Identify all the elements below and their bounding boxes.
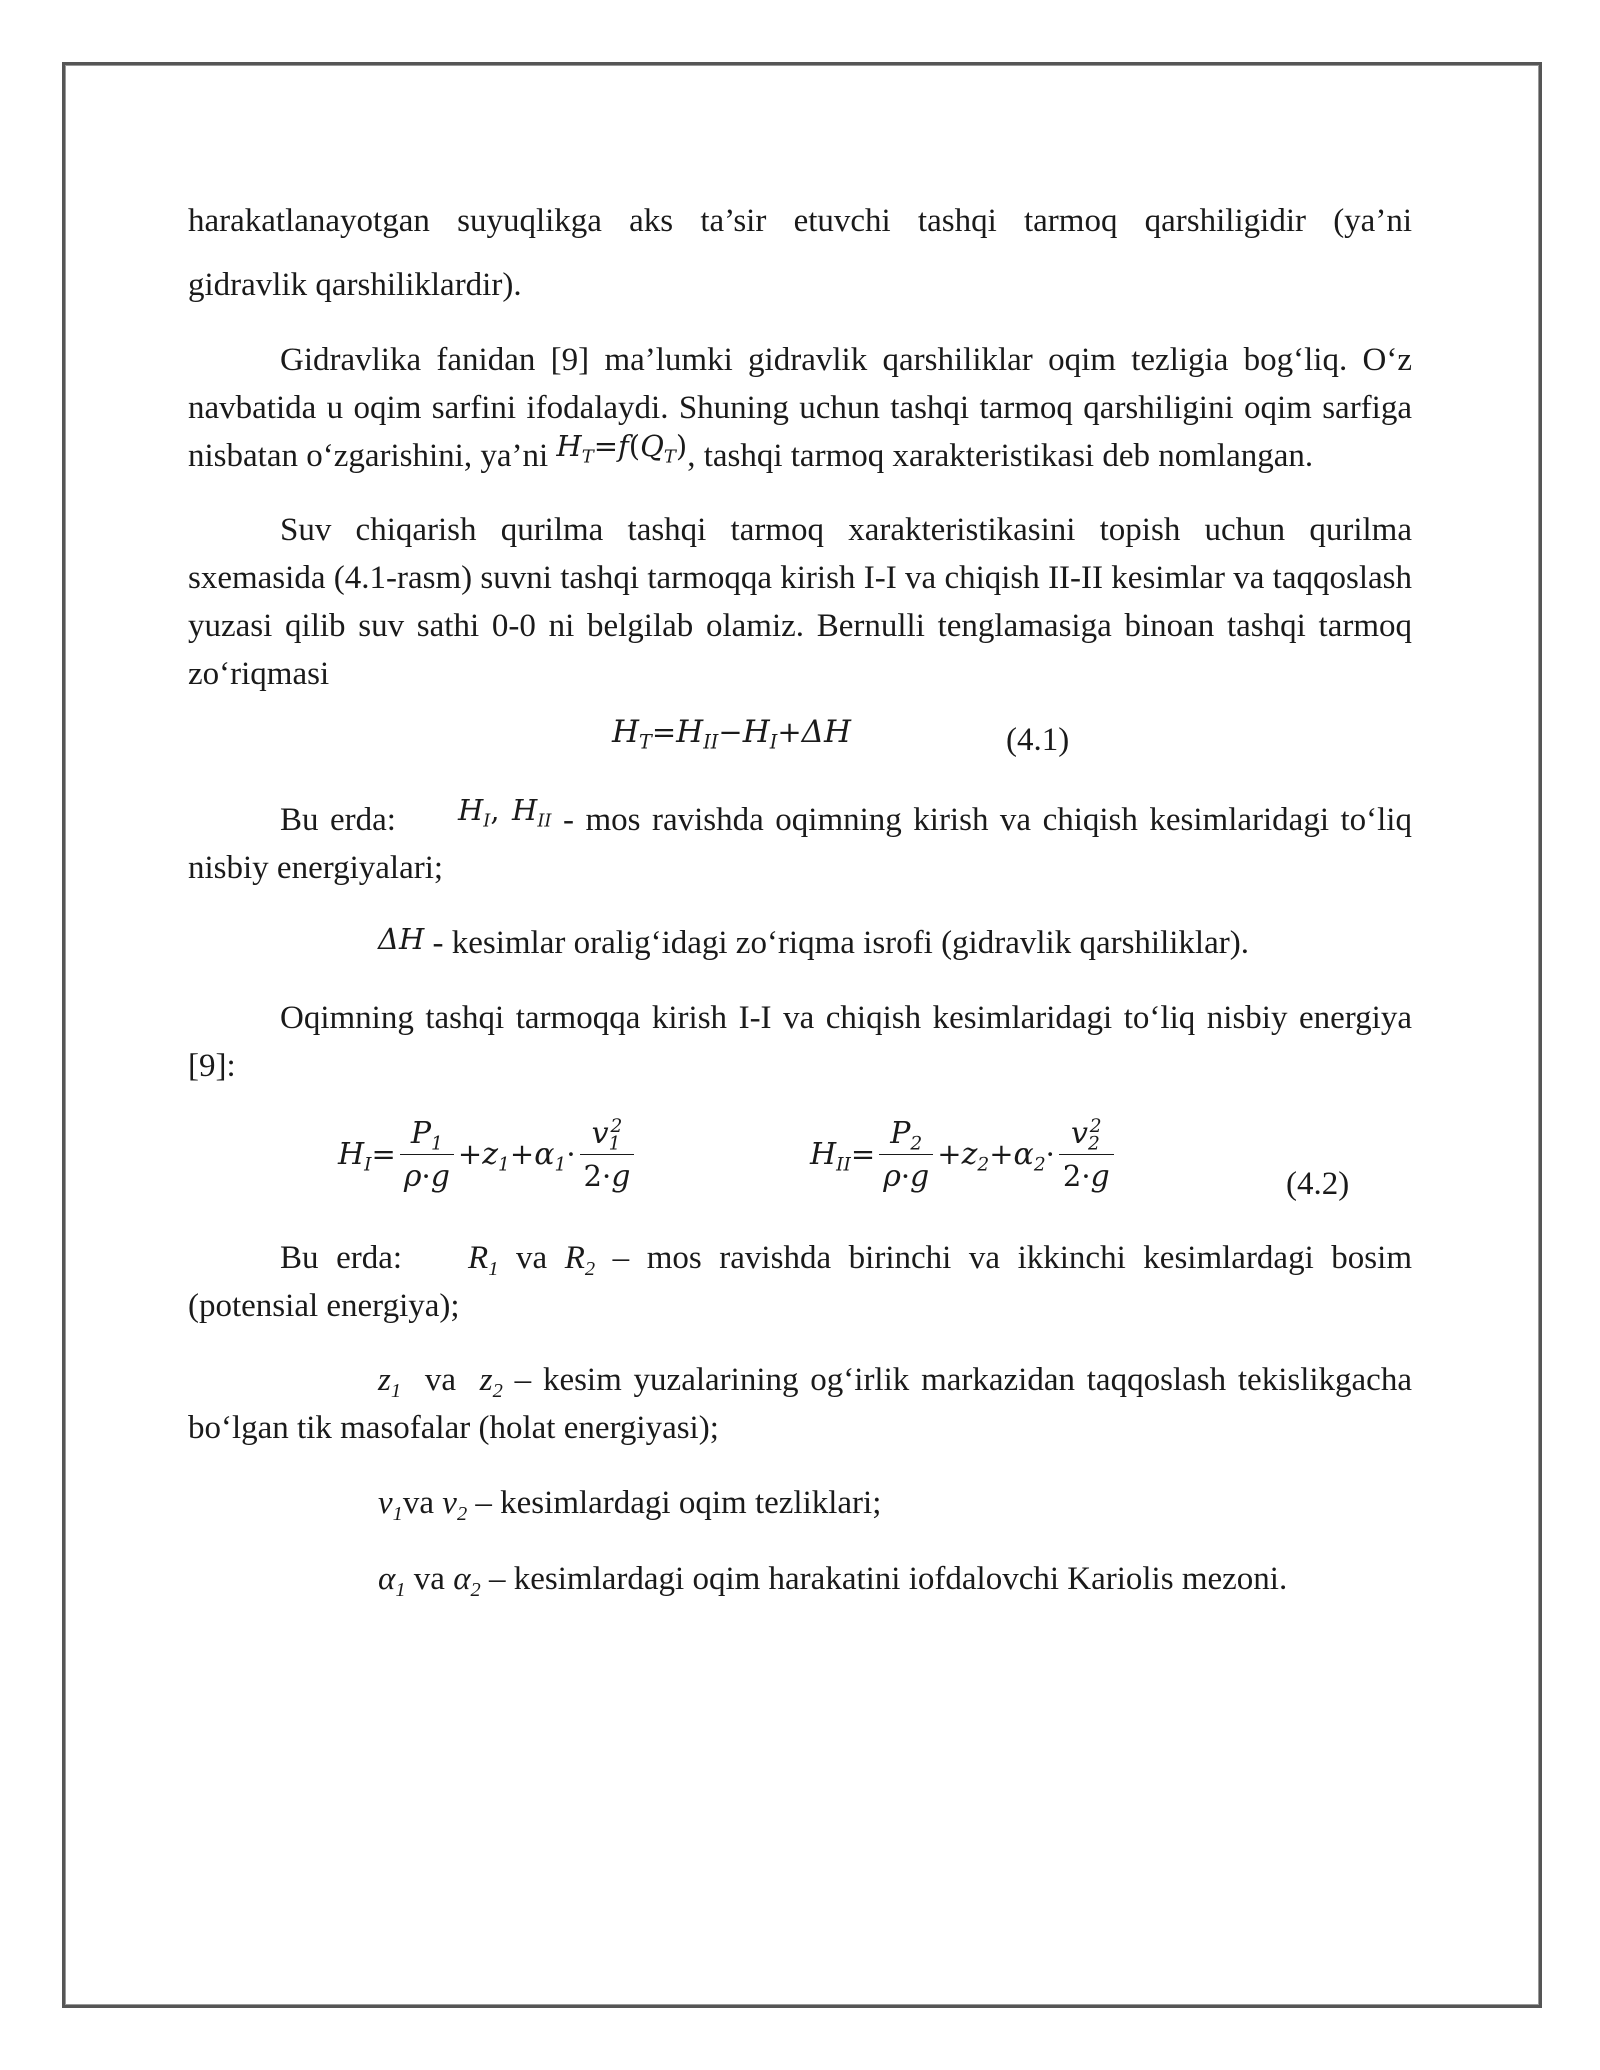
symbol-v2: $v_2$ bbox=[442, 1485, 468, 1526]
paragraph-1-line-1: harakatlanayotgan suyuqlikga aks ta’sir etuvchi tashqi tarmoq qarshiligidir (ya’ni bbox=[188, 203, 1412, 239]
symbol-r2: $R_2$ bbox=[564, 1240, 596, 1281]
paragraph-2-text-a: Gidravlika fanidan [9] ma’lumki gidravlik qarshiliklar oqim tezligia bog‘liq. O‘z navbatida u oqim sarfini ifodalaydi. Shuning uchun tashqi tarmoq qarshiligini oqim sarfiga nisbatan o‘zgarishini, ya’ni bbox=[188, 342, 1412, 474]
paragraph-4-lead: Bu erda: bbox=[280, 802, 396, 838]
paragraph-4 bbox=[188, 793, 1412, 892]
equation-4-2-label: (4.2) bbox=[1286, 1166, 1350, 1202]
paragraph-7-va: va bbox=[498, 1240, 565, 1276]
document-page bbox=[188, 196, 1412, 1604]
symbol-z1: $z_1$ bbox=[378, 1362, 402, 1403]
paragraph-9-va: va bbox=[402, 1485, 443, 1521]
paragraph-7 bbox=[188, 1234, 1412, 1330]
formula-delta-h: ΔH bbox=[378, 922, 425, 956]
paragraph-10-va: va bbox=[405, 1561, 454, 1597]
symbol-alpha2: $\alpha_2$ bbox=[453, 1561, 481, 1602]
equation-4-2 bbox=[188, 1114, 1412, 1222]
paragraph-2 bbox=[188, 336, 1412, 480]
paragraph-3: Suv chiqarish qurilma tashqi tarmoq xarakteristikasini topish uchun qurilma sxemasida (4.1-rasm) suvni tashqi tarmoqqa kirish I-I va chiqish II-II kesimlar va taqqoslash yuzasi qilib suv sathi 0-0 ni belgilab olamiz. Bernulli tenglamasiga binoan tashqi tarmoq zo‘riqmasi bbox=[188, 512, 1412, 692]
symbol-r1: $R_1$ bbox=[468, 1240, 499, 1281]
equation-4-1 bbox=[188, 714, 1412, 770]
equation-4-2-formula-left: $H_I=$ $\frac{P_1}{\rho\cdot g}$ $+z_1+\alpha_1\cdot$ $\frac{v_1^2}{2\cdot g}$ bbox=[338, 1114, 638, 1198]
paragraph-10 bbox=[188, 1554, 1412, 1604]
symbol-z2: $z_2$ bbox=[479, 1362, 503, 1403]
paragraph-7-lead: Bu erda: bbox=[280, 1240, 403, 1276]
equation-4-1-label: (4.1) bbox=[1006, 722, 1070, 758]
paragraph-2-text-b: , tashqi tarmoq xarakteristikasi deb nomlangan. bbox=[687, 438, 1314, 474]
paragraph-9 bbox=[188, 1478, 1412, 1528]
paragraph-10-text: – kesimlardagi oqim harakatini iofdalovchi Kariolis mezoni. bbox=[480, 1561, 1288, 1597]
formula-hi-hii: $H_I$, $H_{II}$ bbox=[457, 793, 552, 832]
symbol-v1: $v_1$ bbox=[378, 1485, 403, 1526]
paragraph-5-text: - kesimlar oralig‘idagi zo‘riqma isrofi (gidravlik qarshiliklar). bbox=[424, 925, 1249, 961]
paragraph-1-line-2: gidravlik qarshiliklardir). bbox=[188, 267, 522, 303]
formula-ht-fq: $H_T=f(Q_T)$ bbox=[556, 429, 688, 468]
paragraph-4-text: - mos ravishda oqimning kirish va chiqish kesimlaridagi to‘liq nisbiy energiyalari; bbox=[188, 802, 1412, 886]
equation-4-1-formula: $H_T=H_{II}-H_I+\Delta H$ bbox=[612, 714, 852, 754]
equation-4-2-formula-right: $H_{II}=$ $\frac{P_2}{\rho\cdot g}$ $+z_2+\alpha_2\cdot$ $\frac{v_2^2}{2\cdot g}$ bbox=[810, 1114, 1118, 1198]
paragraph-5 bbox=[188, 918, 1412, 968]
paragraph-8-text: – kesim yuzalarining og‘irlik markazidan taqqoslash tekislikgacha bo‘lgan tik masofalar (holat energiyasi); bbox=[188, 1362, 1412, 1446]
paragraph-8-va: va bbox=[401, 1362, 480, 1398]
paragraph-8 bbox=[188, 1356, 1412, 1452]
paragraph-6: Oqimning tashqi tarmoqqa kirish I-I va chiqish kesimlaridagi to‘liq nisbiy energiya [9]: bbox=[188, 1000, 1412, 1084]
symbol-alpha1: $\alpha_1$ bbox=[378, 1561, 406, 1602]
paragraph-7-text: – mos ravishda birinchi va ikkinchi kesimlardagi bosim (potensial energiya); bbox=[188, 1240, 1412, 1324]
paragraph-9-text: – kesimlardagi oqim tezliklari; bbox=[467, 1485, 882, 1521]
